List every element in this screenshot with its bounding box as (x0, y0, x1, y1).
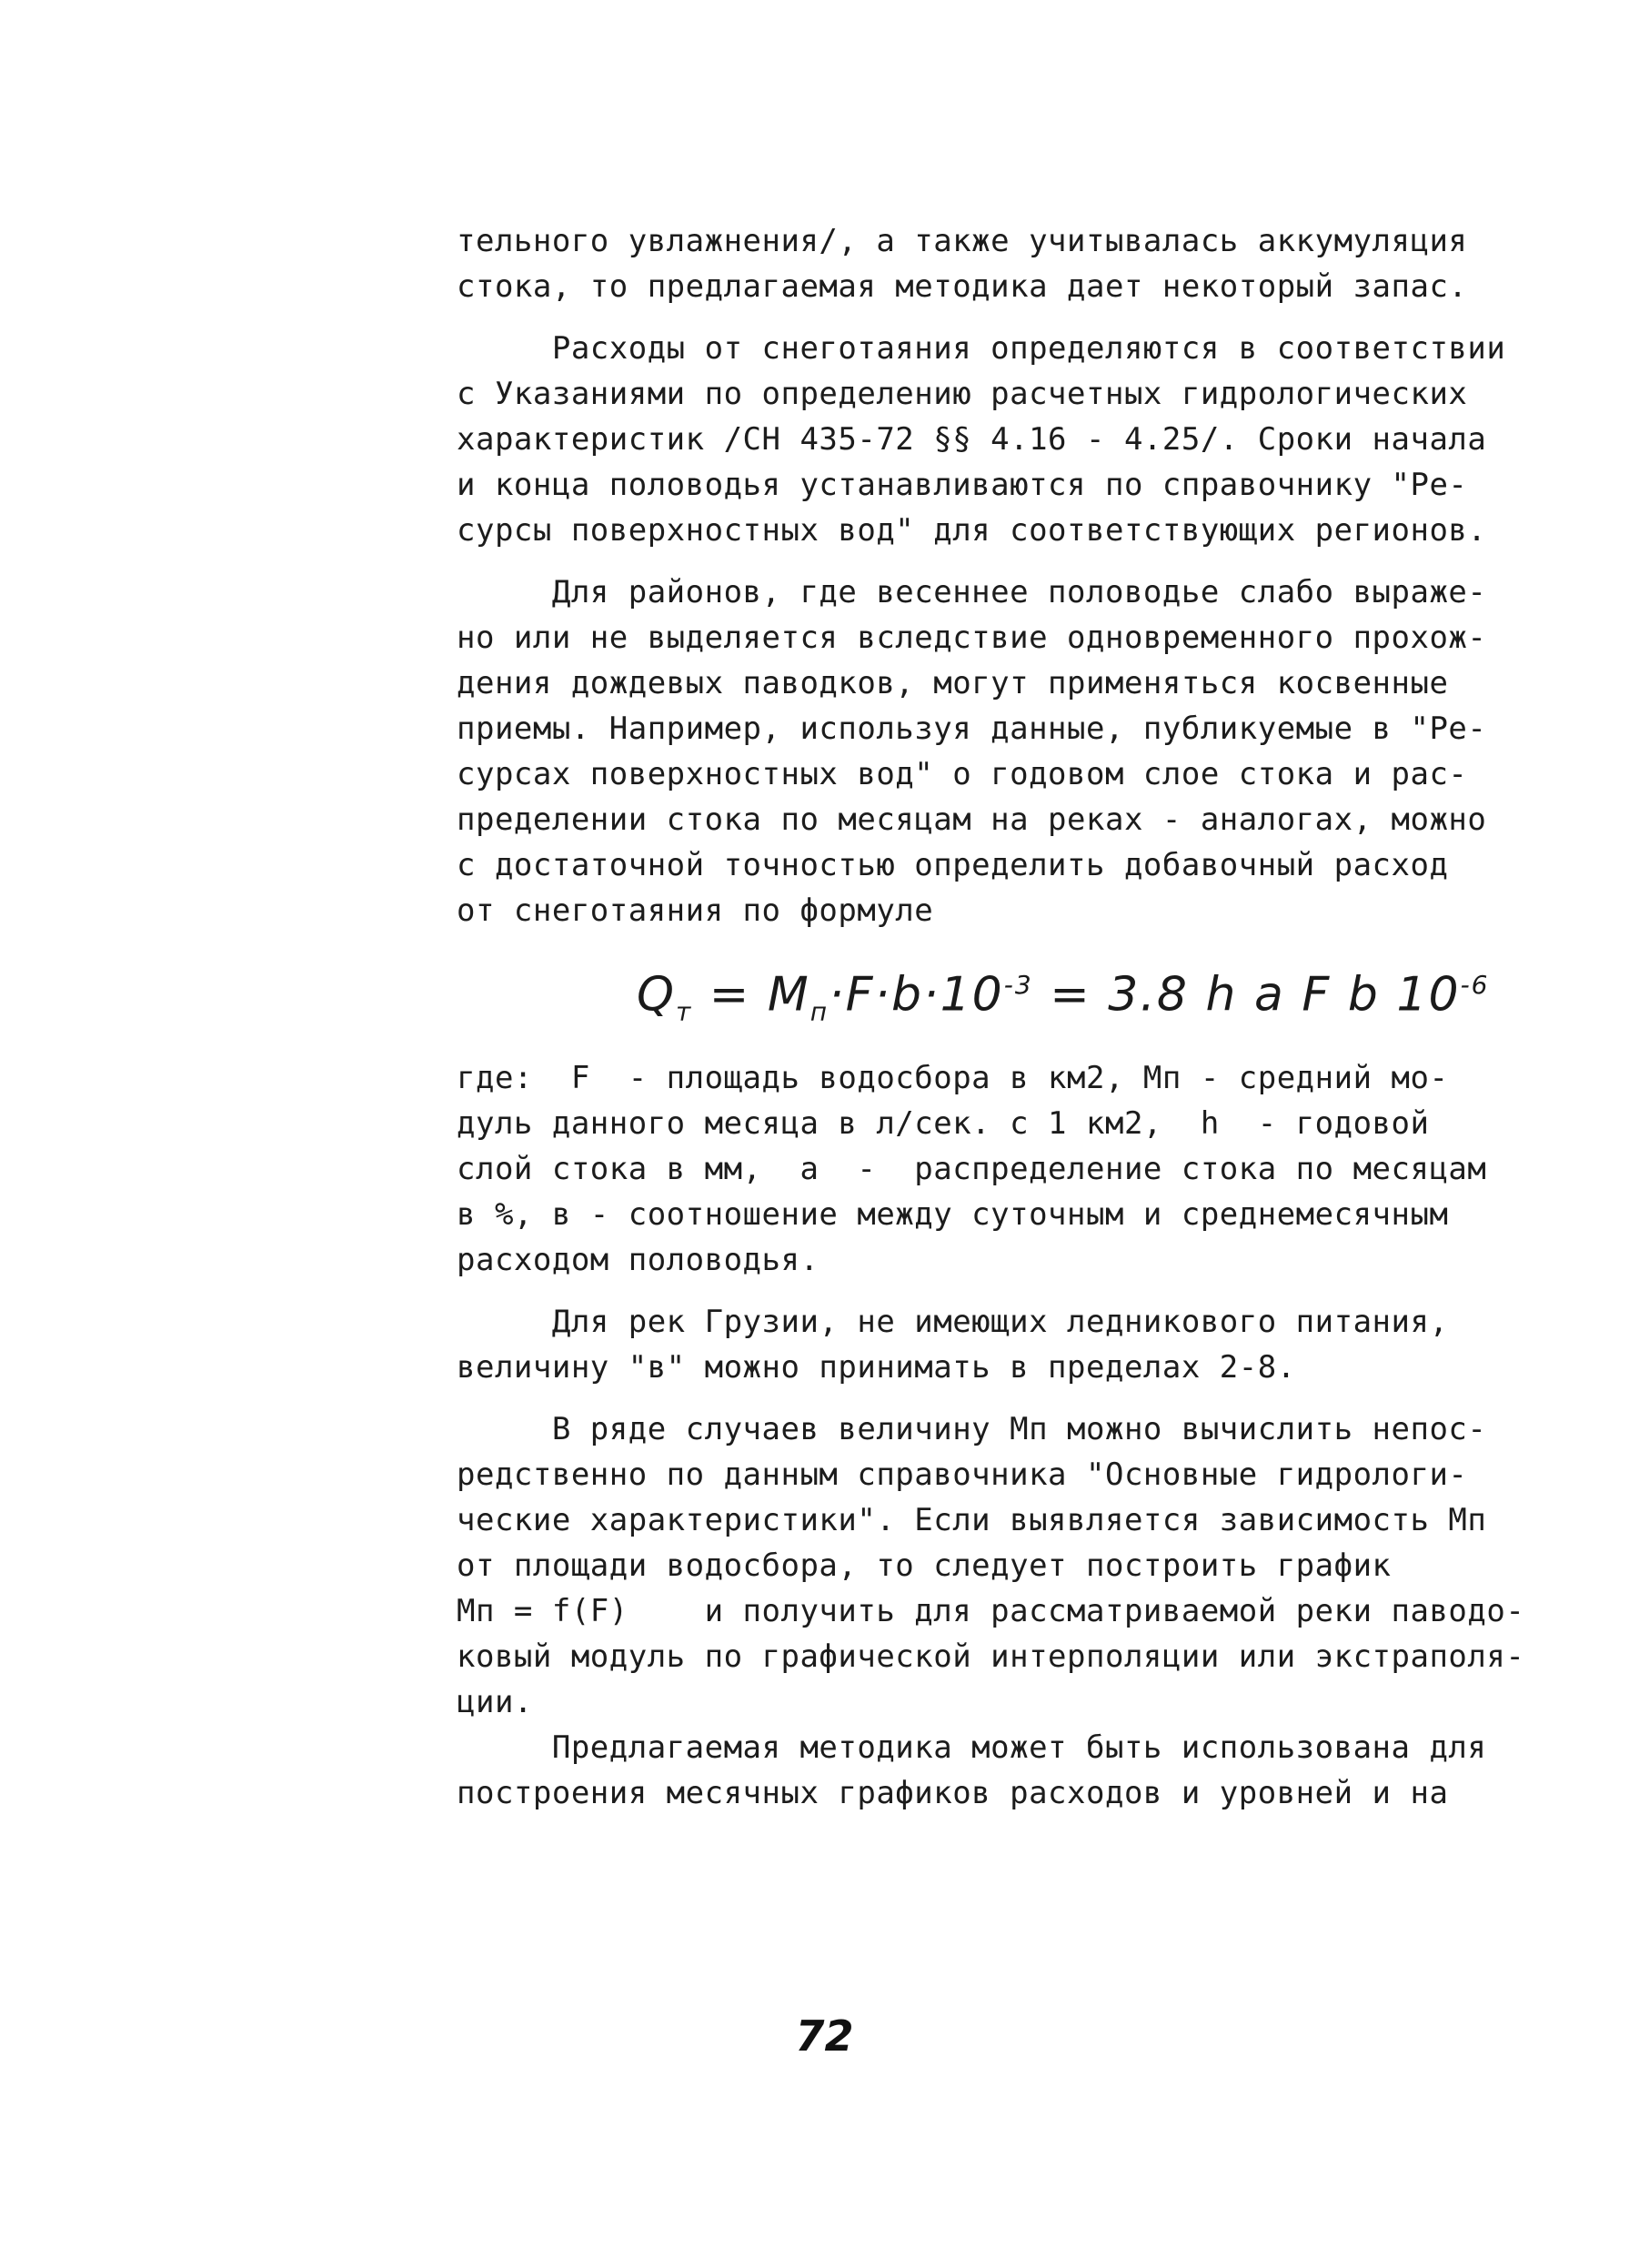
text-line: характеристик /СН 435-72 §§ 4.16 - 4.25/. Сроки начала (457, 421, 1487, 458)
text-line: где: F - площадь водосбора в км2, Мп - средний мо- (457, 1060, 1449, 1096)
text-line: дения дождевых паводков, могут применяться косвенные (457, 665, 1449, 701)
text-line: величину "в" можно принимать в пределах 2-8. (457, 1349, 1296, 1386)
text-line: от снеготаяния по формуле (457, 892, 934, 929)
text-line: сурсы поверхностных вод" для соответствующих регионов. (457, 512, 1487, 549)
text-line: с достаточной точностью определить добавочный расход (457, 847, 1449, 883)
text-line: Для рек Грузии, не имеющих ледникового питания, (457, 1304, 1449, 1340)
text-line: Для районов, где весеннее половодье слабо выраже- (457, 574, 1487, 610)
formula-part3: = 3.8 h a F b 10 (1032, 967, 1461, 1023)
text-line: расходом половодья. (457, 1242, 819, 1278)
text-line: тельного увлажнения/, а также учитывалась аккумуляция (457, 223, 1468, 259)
text-line: ковый модуль по графической интерполяции или экстраполя- (457, 1638, 1525, 1675)
text-line: с Указаниями по определению расчетных гидрологических (457, 376, 1468, 412)
text-line: приемы. Например, используя данные, публикуемые в "Ре- (457, 711, 1487, 747)
text-line: в %, в - соотношение между суточным и среднемесячным (457, 1196, 1449, 1233)
formula-part2: ·F·b·10 (829, 967, 1004, 1023)
formula-exp1: -3 (1003, 970, 1033, 1000)
text-line: сурсах поверхностных вод" о годовом слое стока и рас- (457, 756, 1468, 792)
text-line: Расходы от снеготаяния определяются в соответствии (457, 330, 1506, 367)
text-line: В ряде случаев величину Мп можно вычислить непос- (457, 1411, 1487, 1447)
text-line: ческие характеристики". Если выявляется зависимость Мп (457, 1502, 1487, 1538)
text-line: и конца половодья устанавливаются по справочнику "Ре- (457, 467, 1468, 503)
formula-exp2: -6 (1460, 970, 1490, 1000)
formula-part1: = M (692, 967, 810, 1023)
text-line: Мп = f(F) и получить для рассматриваемой реки паводо- (457, 1593, 1525, 1629)
text-line: редственно по данным справочника "Основные гидрологи- (457, 1457, 1468, 1493)
formula (637, 953, 1489, 1044)
text-line: стока, то предлагаемая методика дает некоторый запас. (457, 268, 1468, 305)
text-line: дуль данного месяца в л/сек. с 1 км2, h - годовой (457, 1105, 1430, 1142)
formula-part1-sub: п (809, 996, 830, 1027)
text-line: построения месячных графиков расходов и уровней и на (457, 1775, 1449, 1811)
page-number: 72 (795, 2011, 854, 2061)
text-line: но или не выделяется вследствие одновременного прохож- (457, 620, 1487, 656)
formula-lhs: Q (637, 967, 676, 1023)
text-line: от площади водосбора, то следует построить график (457, 1547, 1392, 1584)
text-line: Предлагаемая методика может быть использована для (457, 1729, 1487, 1766)
text-line: слой стока в мм, a - распределение стока по месяцам (457, 1151, 1487, 1187)
text-line: пределении стока по месяцам на реках - аналогах, можно (457, 801, 1487, 838)
formula-lhs-sub: т (675, 996, 693, 1027)
text-line: ции. (457, 1684, 533, 1720)
